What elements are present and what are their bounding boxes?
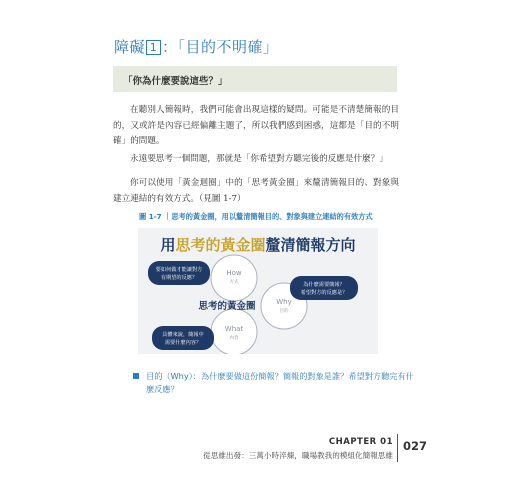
quote-callout bbox=[113, 66, 397, 92]
how-bubble bbox=[148, 261, 210, 285]
how-circle bbox=[211, 255, 257, 301]
how-sublabel: 方式 bbox=[229, 280, 239, 285]
what-bubble-line1: 具體來說，簡報中 bbox=[162, 332, 204, 338]
purpose-note-text: 目的（Why）：為什麼要做這份簡報？簡報的對象是誰？希望對方聽完有什麼反應？ bbox=[146, 371, 414, 394]
what-bubble-line2: 需要什麼內容？ bbox=[164, 340, 202, 346]
why-label: Why bbox=[276, 298, 292, 306]
chapter-label: CHAPTER 01 bbox=[328, 437, 393, 447]
quote-text: 「你為什麼要說這些？」 bbox=[123, 76, 228, 87]
golden-circle-figure bbox=[138, 228, 378, 354]
why-bubble-line1: 為什麼需要簡報？ bbox=[303, 282, 345, 288]
body-paragraph-3: 你可以使用「黃金迴圈」中的「思考黃金圈」來釐清簡報目的、對象與建立連結的有效方式。（見圖 1-7） bbox=[113, 178, 399, 204]
figure-title-rest: 釐清簡報方向 bbox=[265, 236, 356, 254]
footer-divider bbox=[397, 434, 398, 462]
body-paragraph-1: 在聽別人簡報時，我們可能會出現這樣的疑問。可能是不清楚簡報的目的，又或許是內容已經偏離主題了，所以我們感到困惑，這都是「目的不明確」的問題。 bbox=[113, 105, 399, 146]
square-bullet-icon bbox=[133, 373, 139, 379]
what-bubble bbox=[152, 326, 214, 350]
body-paragraph-2: 永遠要思考一個問題，那就是「你希望對方聽完後的反應是什麼？」 bbox=[130, 154, 388, 164]
how-label: How bbox=[226, 269, 242, 277]
figure-title bbox=[160, 236, 355, 254]
center-label: 思考的黃金圈 bbox=[198, 301, 256, 312]
heading-number-badge: 1 bbox=[146, 40, 161, 55]
what-label: What bbox=[224, 325, 244, 333]
why-bubble bbox=[290, 276, 358, 300]
heading-prefix: 障礙 bbox=[114, 38, 146, 56]
figure-title-lead: 用 bbox=[160, 236, 176, 254]
how-bubble-line2: 有期望的反應？ bbox=[160, 275, 198, 281]
purpose-note bbox=[132, 370, 414, 395]
section-heading bbox=[114, 36, 279, 57]
heading-title: ：「目的不明確」 bbox=[162, 38, 279, 56]
why-sublabel: 目的 bbox=[279, 309, 289, 314]
page-number: 027 bbox=[403, 439, 428, 453]
figure-caption: 圖 1-7 ｜思考的黃金圈，用以釐清簡報目的、對象與建立連結的有效方式 bbox=[139, 212, 373, 221]
why-bubble-line2: 希望對方的反應是？ bbox=[300, 290, 348, 296]
what-sublabel: 內容 bbox=[229, 336, 239, 341]
golden-circle-diagram bbox=[138, 228, 378, 354]
book-title: 從思維出發：三萬小時淬煉，職場教我的模組化簡報思維 bbox=[203, 451, 393, 460]
page-footer bbox=[0, 430, 520, 490]
how-bubble-line1: 要如何做才能讓對方 bbox=[155, 267, 203, 273]
figure-title-highlight: 思考的黃金圈 bbox=[175, 236, 266, 254]
